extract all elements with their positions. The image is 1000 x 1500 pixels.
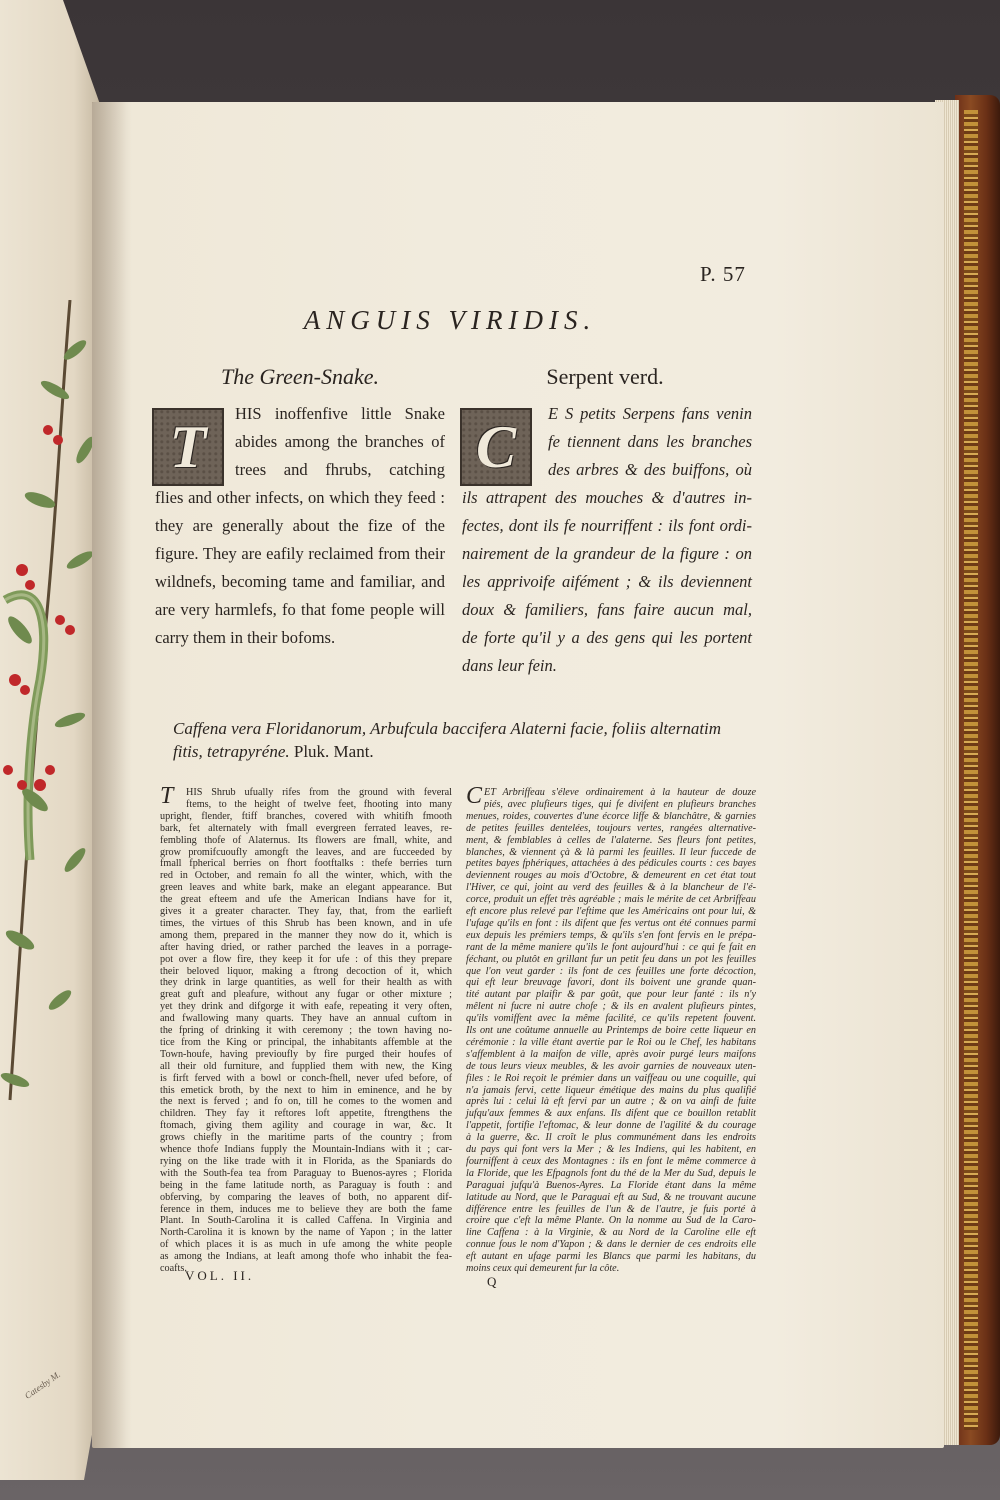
body-line: cérémonie : la ville étant avertie par le Roi ou le Chef, les habitans: [466, 1036, 756, 1048]
body-line: féchant, ou plutôt en grillant fur un petit feu dans un pot les feuilles: [466, 953, 756, 965]
body-line: green leaves and white bark, make an elegant appearance. But: [160, 882, 452, 894]
body-line: blanches, & viennent çà & là parmi les feuilles. Il leur fuccede de: [466, 846, 756, 858]
plate-artist-signature: Catesby M.: [22, 1369, 63, 1401]
body-line: tice from the King or principal, the inhabitants affemble at the: [160, 1036, 452, 1048]
intro-line: they are generally about the fize of the: [155, 516, 445, 535]
body-line: being in the fame latitude north, as Paraguay is fouth : and: [160, 1179, 452, 1191]
body-line: de tous leurs vieux meubles, & les avoir garnies de nouveaux uten-: [466, 1060, 756, 1072]
body-line: l'Hiver, ce qui, joint au verd des feuilles & à la blancheur de l'é-: [466, 882, 756, 894]
body-line: qu'ils vomiffent avec la même facilité, ce qu'ils repetent fouvent.: [466, 1013, 756, 1025]
body-line: after having dried, or rather parched the leaves in a porrage-: [160, 941, 452, 953]
body-line: fmall fpherical berries on fhort footftalks : thefe berries turn: [160, 858, 452, 870]
body-line: petites bayes fphériques, attachées à des pédicules courts : ces bayes: [466, 858, 756, 870]
plant-synonym-heading: [173, 717, 763, 763]
body-line: their beloved liquor, making a ftrong decoction of it, which: [160, 965, 452, 977]
body-line: connue fous le nom d'Yapon ; & dans le dernier de ces endroits elle: [466, 1239, 756, 1251]
botanical-plate-illustration: [0, 300, 105, 1400]
body-line: après lui : celui là eft fervi par un autre ; & on va ainfi de fuite: [466, 1096, 756, 1108]
body-line: upright, flender, ftiff branches, covered with whitifh fmooth: [160, 810, 452, 822]
intro-line: trees and fhrubs, catching: [235, 460, 445, 479]
english-dropcap-ornament: [152, 408, 224, 486]
intro-line: doux & familiers, fans faire aucun mal,: [462, 600, 752, 619]
body-french-dropcap: C: [466, 783, 483, 809]
body-line: deviennent rouges au mois d'Octobre, & demeurent en cet état tout: [466, 870, 756, 882]
body-line: que l'on veut garder : ils font de ces feuilles une forte décoction,: [466, 965, 756, 977]
body-line: is firft ferved with a bowl or conch-fhell, never ufed before, of: [160, 1072, 452, 1084]
body-line: l'appetit, fortifie l'eftomac, & leur donne de l'agilité & du courage: [466, 1120, 756, 1132]
body-line: the great efteem and ufe the American Indians have for it,: [160, 894, 452, 906]
body-line: mêlent ni fucre ni autre chofe ; & ils en avalent plufieurs pintes,: [466, 1001, 756, 1013]
body-line: Ils ont une coûtume annuelle au Printemps de boire cette liqueur en: [466, 1025, 756, 1036]
intro-line: E S petits Serpens fans venin: [548, 404, 752, 423]
body-line: rant de la même maniere qu'ils le font aujourd'hui : ce qui fe fait en: [466, 941, 756, 953]
body-line: pot over a flow fire, they keep it for ufe : of this they prepare: [160, 953, 452, 965]
body-line: eux depuis les prémiers temps, & qu'ils s'en font fervis en le prépa-: [466, 929, 756, 941]
body-line: files : le Roi reçoit le prémier dans un vaiffeau ou une coquille, qui: [466, 1072, 756, 1084]
intro-line: fectes, dont ils fe nourriffent : ils font ordi-: [462, 516, 752, 535]
body-line: latitude au Nord, que le Paraguai eft au Sud, & ne trouvant aucune: [466, 1191, 756, 1203]
body-line: coafts.: [160, 1263, 187, 1274]
body-english-dropcap: T: [160, 783, 174, 809]
body-line: fourniffent à ceux des Montagnes : ils en font le même commerce à: [466, 1155, 756, 1167]
body-line: menues, roides, couvertes d'une écorce liffe & blanchâtre, & garnies: [466, 810, 756, 822]
body-line: ftems, to the height of twelve feet, fhooting into many: [186, 798, 452, 810]
gutter-shadow: [92, 102, 132, 1448]
french-dropcap-ornament: [460, 408, 532, 486]
body-line: eft autant en ufage parmi les Blancs que parmi les habitans, du: [466, 1251, 756, 1263]
body-line: ftomach, giving them agility and courage in war, &c. It: [160, 1120, 452, 1132]
body-line: ference in them, induces me to believe they are both the fame: [160, 1203, 452, 1215]
body-line: fembling thofe of Alaternus. Its flowers are fmall, white, and: [160, 834, 452, 846]
body-line: de petites feuilles dentelées, toujours vertes, rangées alternative-: [466, 822, 756, 834]
body-line: red in October, and remain fo all the winter, which, with the: [160, 870, 452, 882]
body-line: of which places it is as much in ufe among the white people: [160, 1239, 452, 1251]
body-line: Town-houfe, having previoufly by fire purged their houfes of: [160, 1048, 452, 1060]
intro-line: ils attrapent des mouches & d'autres in-: [462, 488, 752, 507]
intro-line: de forte qu'il y a des gens qui les portent: [462, 628, 752, 647]
body-line: à la guerre, &c. Il croît le plus communément dans les endroits: [466, 1132, 756, 1144]
main-title: ANGUIS VIRIDIS.: [303, 305, 597, 335]
body-line: Plant. In South-Carolina it is called Caffena. In Virginia and: [160, 1215, 452, 1227]
body-line: yet they drink and difgorge it with eafe, repeating it very often,: [160, 1001, 452, 1013]
body-line: bark, fet alternately with fmall evergreen ferrated leaves, re-: [160, 822, 452, 834]
body-line: Paraguai jufqu'à Buenos-Ayres. La Floride étant dans la même: [466, 1179, 756, 1191]
volume-label: VOL. II.: [185, 1268, 255, 1283]
dropcap-letter: C: [475, 414, 517, 480]
intro-line: flies and other infects, on which they feed :: [155, 488, 445, 507]
intro-line: fe tiennent dans les branches: [548, 432, 752, 451]
body-line: s'affemblent à la maifon de ville, après avoir purgé leurs maifons: [466, 1048, 756, 1060]
body-line: whence thofe Indians fupply the Mountain-Indians with it ; car-: [160, 1144, 452, 1155]
body-line: eft encore plus relevé par l'eftime que les Américains ont pour lui, &: [466, 906, 756, 917]
body-line: ment, & femblables à celles de l'alaterne. Ses fleurs font petites,: [466, 834, 756, 846]
body-line: différence entre les feuilles de l'un & de l'autre, je fuis porté à: [466, 1203, 756, 1215]
body-line: grow promifcuoufly amongft the leaves, and are fucceeded by: [160, 846, 452, 858]
intro-line: les apprivoife aifément ; & ils deviennent: [462, 572, 752, 591]
body-line: with the South-fea tea from Paraguay to Buenos-ayres ; Florida: [160, 1167, 452, 1179]
body-line: grows chiefly in the maritime parts of the country ; from: [160, 1132, 452, 1144]
intro-line: HIS inoffenfive little Snake: [235, 404, 445, 423]
body-line: line Caffena : à la Virginie, & au Nord de la Caroline elle eft: [466, 1227, 756, 1239]
intro-line: dans leur fein.: [462, 656, 557, 675]
body-line: du pays qui font vers la Mer ; & les Indiens, qui les habitent, en: [466, 1144, 756, 1155]
intro-line: nairement de la grandeur de la figure : on: [462, 544, 752, 563]
intro-line: abides among the branches of: [235, 432, 445, 451]
body-line: HIS Shrub ufually rifes from the ground with feveral: [186, 787, 452, 798]
body-line: l'ufage qu'ils en font : ils difent que fes vertus ont été connues parmi: [466, 917, 756, 929]
body-line: this emetick broth, by the next to him in eminence, and he by: [160, 1084, 452, 1096]
intro-line: carry them in their bofoms.: [155, 628, 336, 647]
body-line: piés, avec plufieurs tiges, qui fe divifent en plufieurs branches: [484, 798, 756, 810]
body-line: the fpring of drinking it with ceremony ; the town having no-: [160, 1025, 452, 1036]
body-line: tité autant par plaifir & par goût, que pour leur fanté : ils n'y: [466, 989, 756, 1001]
body-line: the next is ferved ; and fo on, till he comes to the women and: [160, 1096, 452, 1108]
intro-line: are very harmlefs, fo that fome people will: [155, 600, 445, 619]
dropcap-letter: T: [169, 414, 207, 480]
intro-line: des arbres & des buiffons, où: [548, 460, 752, 479]
page-number: P. 57: [700, 262, 746, 286]
synonym-line-1: Caffena vera Floridanorum, Arbufcula baccifera Alaterni facie, foliis alternatim: [173, 719, 722, 738]
gilt-tooling: [964, 110, 978, 1430]
body-line: as among the Indians, at leaft among thofe who inhabit the fea-: [160, 1251, 452, 1263]
intro-line: wildnefs, becoming tame and familiar, and: [155, 572, 445, 591]
english-heading: The Green-Snake.: [220, 364, 380, 389]
body-line: rying on the like trade with it in Florida, as the Spaniards do: [160, 1155, 452, 1167]
body-line: moins ceux qui demeurent fur la côte.: [466, 1263, 620, 1274]
body-line: jufqu'aux femmes & aux enfans. Ils difent que ce bouillon retablit: [466, 1108, 756, 1120]
body-line: croire que c'eft la même Plante. On la nomme au Sud de la Caro-: [466, 1215, 756, 1227]
body-line: n'a jamais fervi, cette liqueur émétique des mains du plus qualifié: [466, 1084, 756, 1096]
signature-mark: Q: [487, 1274, 497, 1289]
body-line: North-Carolina it is known by the name of Yapon ; in the latter: [160, 1227, 452, 1239]
body-line: they drink in large quantities, as well for their health as with: [160, 977, 452, 989]
body-line: children. They fay it reftores loft appetite, ftrengthens the: [160, 1108, 452, 1120]
synonym-reference: Pluk. Mant.: [293, 742, 374, 761]
intro-line: figure. They are eafily reclaimed from their: [155, 544, 445, 563]
body-line: corce, produit un effet très agréable ; mais le mérite de cet Arbriffeau: [466, 894, 756, 906]
synonym-line-2-italic: fitis, tetrapyréne.: [173, 742, 290, 761]
body-line: ET Arbriffeau s'éleve ordinairement à la hauteur de douze: [484, 787, 756, 798]
body-line: and fwallowing many quarts. They have an annual cuftom in: [160, 1013, 452, 1025]
body-line: times, the virtues of this Shrub has been known, and in ufe: [160, 917, 452, 929]
body-line: great guft and pleafure, without any fugar or other mixture ;: [160, 989, 452, 1001]
body-line: qui eft leur breuvage favori, dont ils boivent une grande quan-: [466, 977, 756, 989]
body-line: all their old furniture, and fupplied them with new, the King: [160, 1060, 452, 1072]
body-line: among them, prepared in the manner they now do it, which is: [160, 929, 452, 941]
body-line: obferving, by comparing the leaves of both, no apparent dif-: [160, 1191, 452, 1203]
body-line: gives it a greater character. They fay, that, from the earlieft: [160, 906, 452, 917]
french-heading: Serpent verd.: [546, 364, 664, 389]
body-line: la Floride, que les Efpagnols font du thé de la Mer du Sud, depuis le: [466, 1167, 756, 1179]
